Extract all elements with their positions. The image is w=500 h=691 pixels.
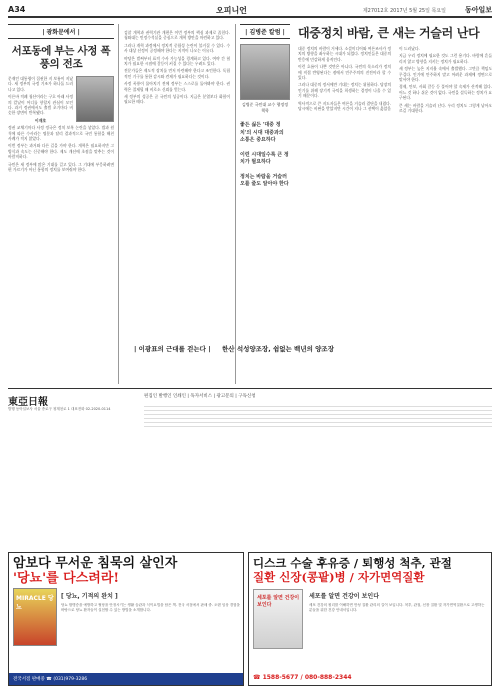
issue-date: 제27012호 2017년 5월 25일 목요일: [362, 8, 446, 14]
paragraph: 정권 교체기마다 사정 정국은 정치 보복 논란을 낳았다. 법과 원칙에 따른 수사라는 명분과 달리 결과적으로 국민 통합을 해친 사례가 적지 않았다.: [8, 125, 114, 142]
paragraph: 지금 우리 정치에 필요한 것도 그런 용기다. 바람에 흔들리지 않고 방향을 지키는 정치가 필요하다.: [399, 53, 492, 64]
paragraph: 대중 정치의 바람이 거세다. 소셜미디어와 여론조사가 정치의 방향을 좌우하는 시대가 되었다. 정치인들은 대중의 반응에 민감하게 움직인다.: [298, 46, 391, 62]
ad-phone: ☎ 1588-5677 / 080-888-2344: [253, 674, 352, 681]
masthead-lines: [144, 403, 492, 427]
ad-title-line: 질환 신장(콩팥)병 / 자가면역질환: [253, 570, 425, 584]
author-photo: [240, 44, 290, 100]
book-cover: [253, 589, 303, 649]
column-kicker: | 광화문에서 |: [8, 24, 114, 39]
column-headline: 대중정치 바람, 큰 새는 거슬러 난다: [298, 26, 480, 40]
feature-kicker: | 이광표의 근대를 걷는다 |: [134, 345, 211, 353]
pull-quotes: [240, 122, 290, 196]
paragraph: 검찰 개혁과 권력기관 개편은 이번 정부의 핵심 과제로 꼽힌다. 청와대는 민정수석실을 중심으로 개혁 방안을 마련하고 있다.: [124, 30, 230, 41]
column-kim-byungjoon: [240, 24, 492, 342]
paragraph: 야당은 벌써부터 표적 수사 가능성을 경계하고 있다. 여야 간 협치가 필요한 시점에 갈등이 커질 수 있다는 우려도 있다.: [124, 55, 230, 67]
paragraph: 이런 흐름이 나쁜 것만은 아니다. 국민의 목소리가 정치에 직접 반영된다는 점에서 민주주의의 진전이라 할 수 있다.: [298, 64, 391, 81]
ad-text: 당뇨 합병증을 예방하고 혈당을 안정시키는 생활 습관과 식이요법을 담은 책. 전국 서점에서 판매 중. 오랜 임상 경험을 바탕으로 당뇨 환자들이 실천할 수 있는 방법을 소개합니다.: [61, 603, 240, 612]
column-body: [298, 46, 492, 342]
page-number: A34: [8, 5, 26, 14]
paragraph: 그러나 대중의 정서에만 기대는 정치는 위험하다. 당장의 인기를 위해 장기적 국익을 희생하는 결정이 나올 수 있기 때문이다.: [298, 82, 391, 99]
paragraph: 이번 정부는 과거와 다른 길을 가야 한다. 개혁은 필요하지만 그 방식과 속도는 신중해야 한다. 제도 개선에 초점을 맞추는 것이 바람직하다.: [8, 143, 114, 160]
ad-title-line: '당뇨'를 다스려라!: [13, 571, 120, 586]
paragraph: 새 정부는 높은 지지율 속에서 출발했다. 그만큼 책임도 무겁다. 인기에 안주하지 말고 어려운 과제에 정면으로 맞서야 한다.: [399, 66, 492, 83]
masthead-info: 발행 동아일보사 서울 종로구 청계천로 1 대표전화 02-2020-0114: [8, 407, 111, 411]
feature-headline: 한산 석성양조장, 쉼없는 백년의 양조장: [222, 345, 334, 353]
column-divider: [118, 24, 119, 384]
pull-quote: 좋든 싫든 '대중 정치'의 시대 대중과의 소통은 중요하다: [240, 122, 284, 143]
pull-quote: 이런 시대일수록 큰 정치가 필요하다: [240, 151, 289, 165]
pull-quote: 정치는 바람을 거슬러 오를 줄도 알아야 한다: [240, 173, 289, 187]
author-name: 이재호: [34, 117, 47, 123]
ad-diabetes[interactable]: [8, 552, 244, 686]
ad-title: [253, 556, 489, 584]
book-cover: [13, 588, 57, 646]
column-headline: 서포동에 부는 사정 폭풍의 전조: [11, 45, 111, 70]
ad-title: [13, 556, 241, 586]
paragraph: 전문가들은 제도적 장치를 먼저 마련해야 한다고 조언한다. 독립적인 기구를 통한 감시와 견제가 필요하다는 것이다.: [124, 68, 230, 79]
column-gwanghwamun: [8, 24, 114, 384]
paragraph: 사정 폭풍이 몰아치기 전에 정부는 스스로를 돌아봐야 한다. 권력은 절제될 때 비로소 신뢰를 얻는다.: [124, 81, 230, 92]
paragraph: 이른바 적폐 청산이라는 구호 아래 사정의 칼날이 어디를 향할지 관심이 모인다. 과거 정권에서도 출범 초기마다 비슷한 장면이 반복됐다.: [8, 94, 73, 116]
ad-spine-health[interactable]: [248, 552, 492, 686]
ad-title-line: 디스크 수술 후유증 / 퇴행성 척추, 관절: [253, 556, 452, 570]
ad-tagline: 세포를 알면 건강이 보인다: [309, 593, 380, 600]
page-header: [8, 4, 492, 18]
column-divider: [235, 24, 236, 384]
paragraph: 문재인 대통령이 집권한 지 보름이 지났다. 새 정부의 국정 기조가 하나둘 드러나고 있다.: [8, 76, 73, 92]
paragraph: 새 정부의 성공은 곧 국민의 성공이다. 지금은 분열보다 화합이 필요한 때다.: [124, 94, 230, 105]
column-kicker: | 김병준 칼럼 |: [240, 24, 290, 39]
ad-tagline: [ 당뇨, 기적의 완치 ]: [61, 593, 118, 600]
masthead-bar: 편집인 발행인 인쇄인 | 독자서비스 | 광고문의 | 구독신청: [144, 394, 256, 399]
photo-caption: 김병준 국민대 교수 행정정책학: [241, 102, 289, 113]
author-photo: [76, 76, 114, 122]
paragraph: 국민은 새 정부에 많은 기대를 걸고 있다. 그 기대에 부응하려면 편 가르기가 아닌 통합의 정치를 보여줘야 한다.: [8, 161, 114, 173]
ad-title-line: 암보다 무서운 침묵의 살인자: [13, 556, 178, 571]
ad-contact-bar: 전국서점 판매중 ☎ (031)979-3286: [9, 673, 243, 685]
section-title: 오피니언: [216, 6, 247, 15]
column-body: [124, 30, 230, 105]
book-title: MIRACLE 당뇨: [16, 595, 54, 611]
column-body: [8, 76, 114, 173]
column-continued: [124, 24, 230, 384]
paragraph: 그러나 개혁 과정에서 정치적 중립성 논란이 불거질 수 있다. 수사 대상 선정이 공정해야 한다는 지적이 나오는 이유다.: [124, 42, 230, 54]
masthead: [8, 388, 492, 430]
newspaper-name: 동아일보: [464, 5, 492, 14]
paragraph: 경제, 안보, 사회 갈등 등 풀어야 할 숙제가 산적해 있다. 어느 것 하나 쉬운 것이 없다. 국민을 설득하는 정치가 요구된다.: [399, 84, 492, 101]
paragraph: 역사적으로 큰 지도자들은 여론을 거슬러 결단을 내렸다. 당시에는 비판을 받았지만 시간이 지나 그 선택이 옳았음이 드러났다.: [298, 46, 420, 112]
paragraph: 큰 새는 바람을 거슬러 난다. 우리 정치도 그렇게 날아오르길 기대한다.: [399, 102, 492, 114]
ad-text: 세포 건강의 원리를 이해하면 만성 질환 관리의 길이 보입니다. 척추, 관절, 신장 질환 및 자가면역질환으로 고생하는 분들을 위한 건강 안내서입니다.: [309, 603, 485, 612]
book-title: 세포를 알면 건강이 보인다: [257, 595, 300, 608]
masthead-logo: 東亞日報: [8, 397, 48, 408]
